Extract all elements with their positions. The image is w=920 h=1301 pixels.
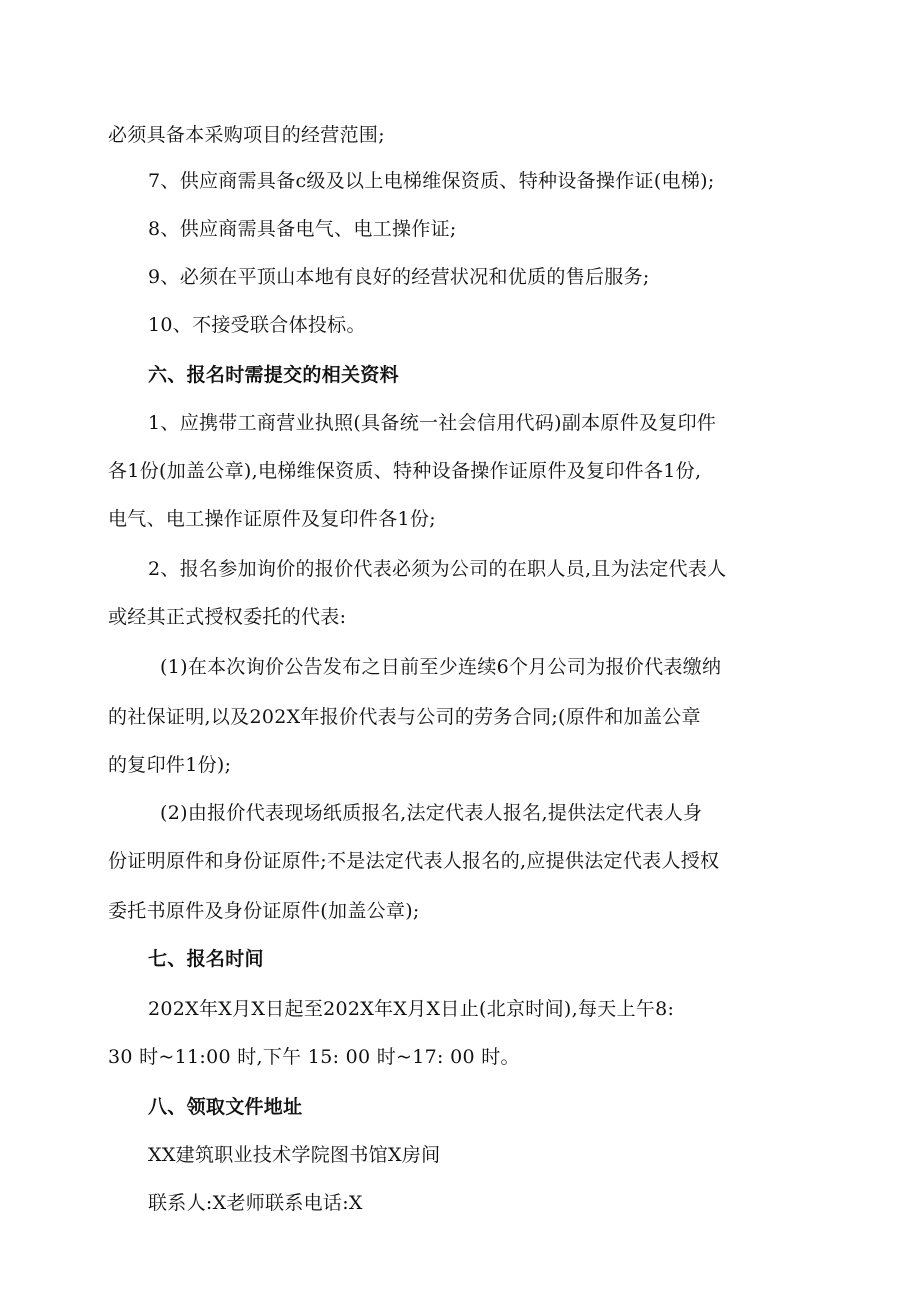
list-item-10: 10、不接受联合体投标。 (148, 314, 366, 336)
text-line: XX建筑职业技术学院图书馆X房间 (148, 1144, 441, 1166)
text-line: 30 时~11:00 时,下午 15: 00 时~17: 00 时。 (108, 1046, 520, 1068)
contact-line: 联系人:X老师联系电话:X (148, 1192, 363, 1214)
text-line: 202X年X月X日起至202X年X月X日止(北京时间),每天上午8: (148, 998, 675, 1020)
section-heading-8: 八、领取文件地址 (148, 1096, 303, 1118)
text-line: 委托书原件及身份证原件(加盖公章); (108, 900, 420, 922)
text-line: 或经其正式授权委托的代表: (108, 606, 347, 628)
text-line: 电气、电工操作证原件及复印件各1份; (108, 508, 436, 530)
text-line: 份证明原件和身份证原件;不是法定代表人报名的,应提供法定代表人授权 (108, 850, 720, 872)
text-line: (2)由报价代表现场纸质报名,法定代表人报名,提供法定代表人身 (160, 802, 703, 824)
section-heading-6: 六、报名时需提交的相关资料 (148, 364, 399, 386)
text-line: 2、报名参加询价的报价代表必须为公司的在职人员,且为法定代表人 (148, 558, 727, 580)
text-line: 各1份(加盖公章),电梯维保资质、特种设备操作证原件及复印件各1份, (108, 460, 702, 482)
text-line: (1)在本次询价公告发布之日前至少连续6个月公司为报价代表缴纳 (160, 656, 722, 678)
section-heading-7: 七、报名时间 (148, 948, 264, 970)
list-item-9: 9、必须在平顶山本地有良好的经营状况和优质的售后服务; (148, 266, 650, 288)
text-line: 的复印件1份); (108, 754, 232, 776)
text-line: 必须具备本采购项目的经营范围; (108, 124, 385, 146)
text-line: 1、应携带工商营业执照(具备统一社会信用代码)副本原件及复印件 (148, 412, 717, 434)
text-line: 的社保证明,以及202X年报价代表与公司的劳务合同;(原件和加盖公章 (108, 706, 701, 728)
list-item-7: 7、供应商需具备c级及以上电梯维保资质、特种设备操作证(电梯); (148, 170, 715, 192)
list-item-8: 8、供应商需具备电气、电工操作证; (148, 218, 457, 240)
